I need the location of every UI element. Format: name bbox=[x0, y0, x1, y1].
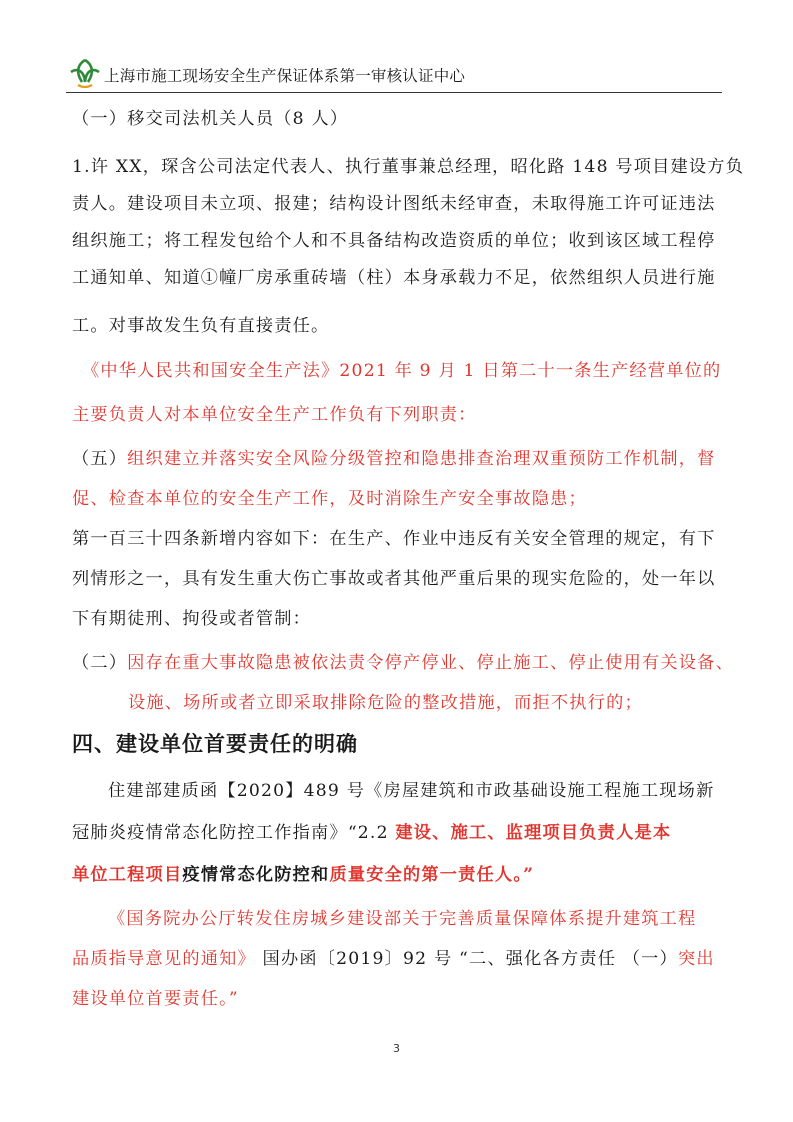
case-item-text: 因存在重大事故隐患被依法责令停产停业、停止施工、停止使用有关设备、 bbox=[127, 653, 734, 673]
paragraph-line: 工。对事故发生负有直接责任。 bbox=[72, 316, 330, 336]
paragraph-line: 《国务院办公厅转发住房城乡建设部关于完善质量保障体系提升建筑工程 bbox=[108, 909, 697, 929]
paragraph-line bbox=[72, 818, 671, 843]
text-run: 国办函〔2019〕92 号 “二、强化各方责任 （一） bbox=[255, 949, 678, 969]
duty-item-prefix: （五） bbox=[72, 449, 128, 469]
paragraph-line: 住建部建质函【2020】489 号《房屋建筑和市政基础设施工程施工现场新 bbox=[108, 781, 715, 801]
article-line: 列情形之一，具有发生重大伤亡事故或者其他严重后果的现实危险的，处一年以 bbox=[72, 569, 716, 589]
duty-item-line bbox=[72, 444, 716, 469]
paragraph-line: 1.许 XX，琛含公司法定代表人、执行董事兼总经理，昭化路 148 号项目建设方负 bbox=[72, 157, 745, 177]
article-line: 第一百三十四条新增内容如下：在生产、作业中违反有关安全管理的规定，有下 bbox=[72, 529, 716, 549]
paragraph-line: 组织施工；将工程发包给个人和不具备结构改造资质的单位；收到该区域工程停 bbox=[72, 231, 716, 251]
paragraph-line: 工通知单、知道①幢厂房承重砖墙（柱）本身承载力不足，依然组织人员进行施 bbox=[72, 268, 716, 288]
duty-item-line: 促、检查本单位的安全生产工作，及时消除生产安全事故隐患； bbox=[72, 489, 587, 509]
article-line: 下有期徒刑、拘役或者管制： bbox=[72, 609, 312, 629]
page-number: 3 bbox=[393, 1042, 400, 1055]
paragraph-line: 建设单位首要责任。” bbox=[72, 989, 239, 1009]
text-run-highlight: 单位工程项目 bbox=[72, 865, 183, 885]
text-run-highlight: 建设、施工、监理 bbox=[395, 823, 543, 843]
paragraph-line bbox=[72, 860, 534, 885]
law-citation-line: 主要负责人对本单位安全生产工作负有下列职责： bbox=[72, 405, 477, 425]
page-header bbox=[66, 54, 722, 94]
case-item-line bbox=[72, 648, 734, 673]
duty-item-text: 组织建立并落实安全风险分级管控和隐患排查治理双重预防工作机制，督 bbox=[127, 449, 716, 469]
law-citation-line: 《中华人民共和国安全生产法》2021 年 9 月 1 日第二十一条生产经营单位的 bbox=[82, 361, 722, 381]
section-heading: （一）移交司法机关人员（8 人） bbox=[72, 109, 349, 129]
paragraph-line: 责人。建设项目未立项、报建；结构设计图纸未经审查，未取得施工许可证违法 bbox=[72, 194, 716, 214]
case-item-prefix: （二） bbox=[72, 653, 128, 673]
logo-icon bbox=[68, 56, 102, 90]
case-item-line: 设施、场所或者立即采取排除危险的整改措施，而拒不执行的； bbox=[128, 693, 643, 713]
text-run-highlight: 项目负责人是本 bbox=[542, 823, 672, 843]
header-org-name: 上海市施工现场安全生产保证体系第一审核认证中心 bbox=[104, 67, 466, 85]
text-run-bold: 疫情常态化防控和 bbox=[182, 865, 330, 885]
header-divider bbox=[66, 92, 722, 93]
text-run-highlight: 突出 bbox=[677, 949, 715, 969]
text-run: 冠肺炎疫情常态化防控工作指南》“2.2 bbox=[72, 823, 396, 843]
text-run-highlight: 品质指导意见的通知》 bbox=[72, 949, 256, 969]
section-title: 四、建设单位首要责任的明确 bbox=[72, 732, 358, 756]
text-run-highlight: 质量安全的第一责任人。” bbox=[329, 865, 535, 885]
paragraph-line bbox=[72, 944, 715, 969]
